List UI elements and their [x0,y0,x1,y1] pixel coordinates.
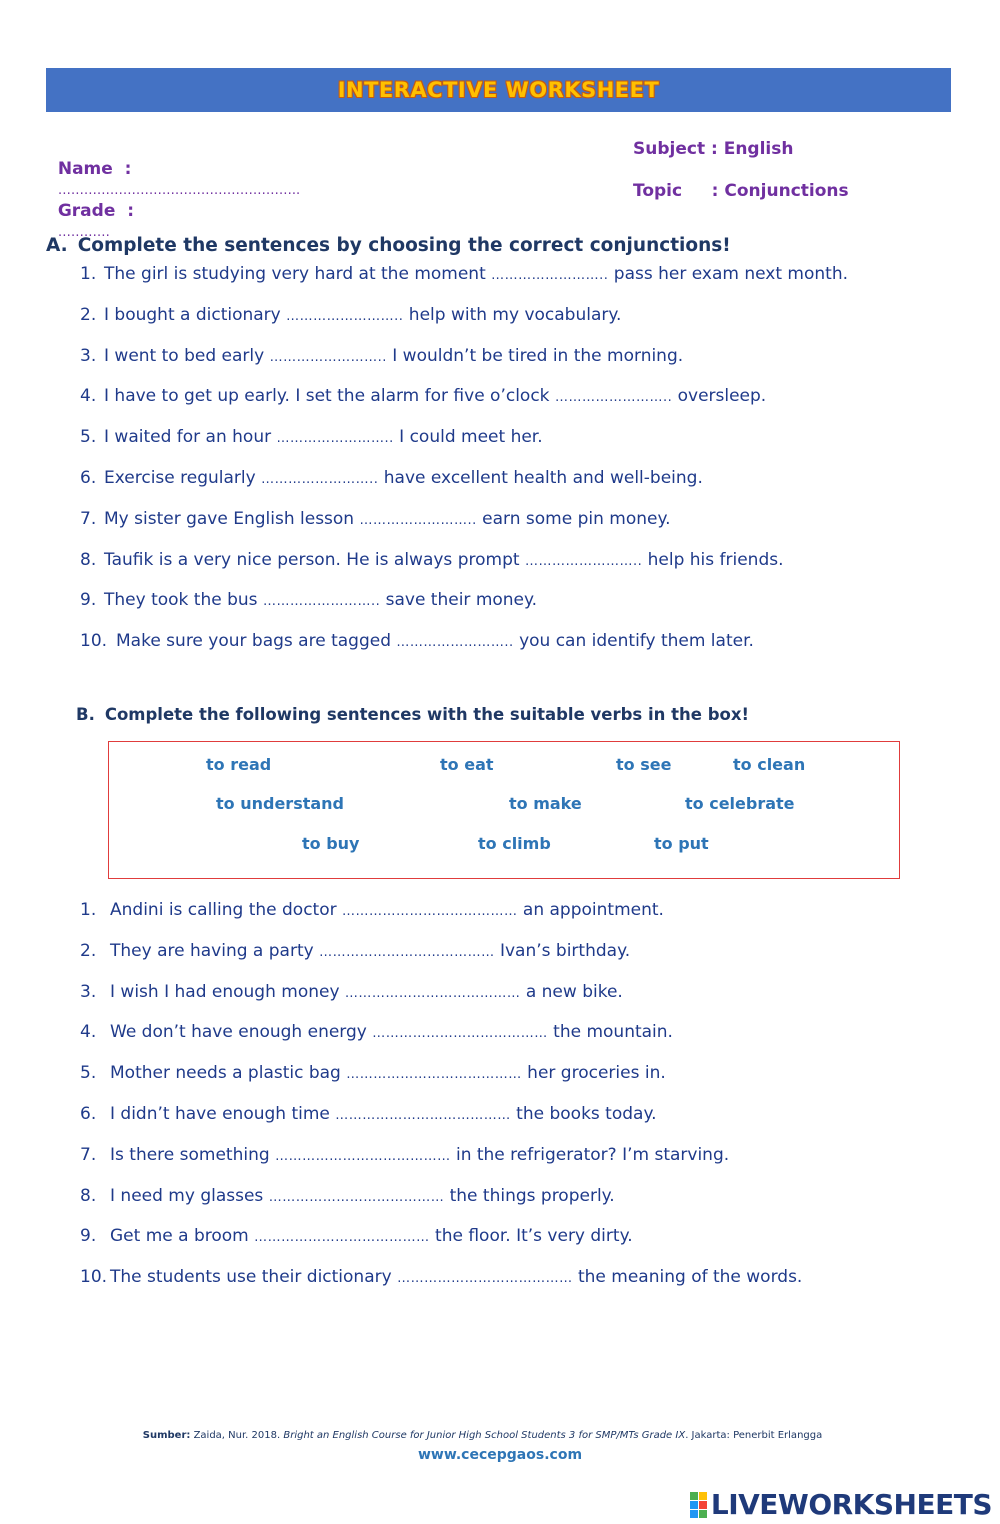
question-text-after: the books today. [510,1104,657,1124]
question-number: 1. [80,264,97,284]
question-text-after: the things properly. [444,1185,615,1206]
question-text-after: I wouldn’t be tired in the morning. [386,345,684,366]
answer-blank[interactable]: …………………….. [396,635,514,651]
answer-blank[interactable]: …………………….. [261,472,379,487]
verb-option: to celebrate [685,794,795,813]
answer-blank[interactable]: ………………………………… [268,1189,445,1205]
source-label: Sumber: [142,1430,191,1441]
question-text-before: Exercise regularly [104,468,262,488]
section-a-letter: A. [46,235,68,256]
question-text-before: They are having a party [110,940,320,961]
question-text-before: I have to get up early. I set the alarm for five o’clock [104,386,555,407]
grade-label: Grade : [57,201,134,221]
question-number: 4. [80,1022,97,1043]
question-item [80,900,664,920]
website-link[interactable]: www.cecepgaos.com [417,1447,583,1463]
name-blank[interactable]: ……………………………………………….. [57,183,301,198]
question-item [80,1145,729,1165]
question-text-before: They took the bus [104,590,263,611]
answer-blank[interactable]: …………………….. [286,308,404,324]
verb-option: to understand [216,794,344,813]
section-a-instruction: Complete the sentences by choosing the correct conjunctions! [77,235,731,256]
question-text-before: My sister gave English lesson [104,508,360,529]
question-text-before: I waited for an hour [104,427,277,448]
question-text-after: earn some pin money. [476,508,671,529]
question-text-before: I went to bed early [104,345,270,366]
question-text-before: Get me a broom [110,1226,255,1247]
section-b-instruction: Complete the following sentences with the suitable verbs in the box! [104,705,750,724]
answer-blank[interactable]: …………………….. [269,349,387,365]
source-title: Bright an English Course for Junior High School Students 3 for SMP/MTs Grade IX [283,1430,686,1441]
question-text-before: I wish I had enough money [110,981,345,1002]
question-text-after: in the refrigerator? I’m starving. [450,1144,730,1165]
question-number: 8. [80,549,97,570]
question-number: 3. [80,981,97,1002]
question-text-before: Andini is calling the doctor [110,900,343,920]
liveworksheets-brand [690,1488,992,1521]
question-text-before: We don’t have enough energy [110,1022,373,1043]
question-item [80,468,703,488]
grade-field [46,181,134,241]
question-text-before: Make sure your bags are tagged [116,631,397,652]
answer-blank[interactable]: …………………….. [359,512,477,528]
question-text-before: The students use their dictionary [110,1267,398,1288]
question-item [80,386,766,406]
question-item [80,1186,615,1206]
question-text-before: Mother needs a plastic bag [110,1063,347,1084]
answer-blank[interactable]: ………………………………… [346,1067,522,1083]
question-item [80,427,543,447]
question-item [80,509,671,529]
answer-blank[interactable]: ………………………………… [254,1230,430,1246]
verb-option: to climb [478,834,551,853]
verb-option: to read [206,755,272,774]
source-author: Zaida, Nur. 2018. [190,1430,284,1441]
question-text-after: pass her exam next month. [608,264,849,284]
question-text-after: her groceries in. [521,1063,666,1084]
answer-blank[interactable]: ………………………………… [397,1271,573,1287]
question-item [80,1267,802,1287]
answer-blank[interactable]: …………………….. [491,268,609,283]
source-publisher: . Jakarta: Penerbit Erlangga [685,1430,823,1441]
verb-option: to buy [302,834,360,853]
section-a-title [46,235,731,256]
verb-option: to see [616,755,672,774]
section-b-letter: B. [76,705,95,724]
verb-option: to clean [733,755,806,774]
question-item [80,550,784,570]
liveworksheets-logo-icon [690,1492,707,1518]
question-number: 4. [80,386,97,407]
answer-blank[interactable]: …………………….. [524,553,643,569]
question-number: 7. [80,1144,97,1165]
question-text-after: the floor. It’s very dirty. [429,1226,633,1247]
answer-blank[interactable]: ………………………………… [275,1148,451,1164]
question-item [80,590,537,610]
question-number: 7. [80,508,97,529]
question-item [80,1022,673,1042]
question-item [80,305,621,325]
title-banner [46,68,951,112]
question-item [80,1104,657,1124]
question-number: 9. [80,1226,97,1247]
source-citation [0,1430,965,1441]
question-text-after: the mountain. [547,1022,673,1043]
question-text-after: help with my vocabulary. [403,304,622,325]
question-text-before: I bought a dictionary [104,304,287,325]
question-text-after: save their money. [380,590,538,611]
question-number: 9. [80,590,97,611]
question-number: 10. [80,631,108,652]
question-number: 2. [80,940,97,961]
question-text-after: oversleep. [672,386,767,407]
question-text-after: the meaning of the words. [572,1267,803,1288]
question-text-before: The girl is studying very hard at the moment [104,264,492,284]
question-number: 6. [80,468,97,488]
question-number: 6. [80,1104,97,1124]
question-number: 5. [80,1063,97,1084]
question-text-after: I could meet her. [393,427,543,448]
question-item [80,941,630,961]
question-number: 1. [80,900,97,920]
section-b-title [76,705,749,724]
question-text-before: I need my glasses [110,1185,269,1206]
answer-blank[interactable]: ………………………………… [335,1108,511,1123]
question-number: 3. [80,345,97,366]
liveworksheets-wordmark: LIVEWORKSHEETS [710,1488,992,1521]
answer-blank[interactable]: …………………….. [554,390,673,406]
topic-label: Topic : Conjunctions [633,181,849,201]
question-item [80,346,683,366]
question-number: 8. [80,1185,97,1206]
verb-option: to put [654,834,709,853]
question-number: 2. [80,304,97,325]
question-text-before: I didn’t have enough time [110,1104,336,1124]
question-text-after: Ivan’s birthday. [494,940,631,961]
answer-blank[interactable]: ………………………………… [344,985,521,1001]
question-number: 10. [80,1267,108,1288]
answer-blank[interactable]: ………………………………… [319,944,495,960]
answer-blank[interactable]: …………………….. [276,431,394,447]
question-number: 5. [80,427,97,448]
question-item [80,631,754,651]
answer-blank[interactable]: ………………………………… [372,1026,548,1042]
question-text-after: you can identify them later. [513,631,754,652]
question-text-before: Is there something [110,1144,276,1165]
question-text-after: help his friends. [642,549,784,570]
verb-option: to eat [440,755,494,774]
worksheet-title: INTERACTIVE WORKSHEET [337,78,660,102]
answer-blank[interactable]: …………………….. [262,594,381,610]
question-item [80,1063,666,1083]
verb-option: to make [509,794,582,813]
question-text-after: have excellent health and well-being. [378,468,703,488]
subject-label: Subject : English [633,139,794,159]
question-item [80,264,848,284]
question-text-after: an appointment. [517,900,664,920]
grade-blank[interactable]: ………… [57,225,110,240]
name-label: Name : [57,159,132,179]
answer-blank[interactable]: ………………………………… [342,904,518,919]
question-text-after: a new bike. [520,981,623,1002]
question-item [80,1226,633,1246]
question-text-before: Taufik is a very nice person. He is always prompt [104,549,525,570]
question-item [80,982,623,1002]
